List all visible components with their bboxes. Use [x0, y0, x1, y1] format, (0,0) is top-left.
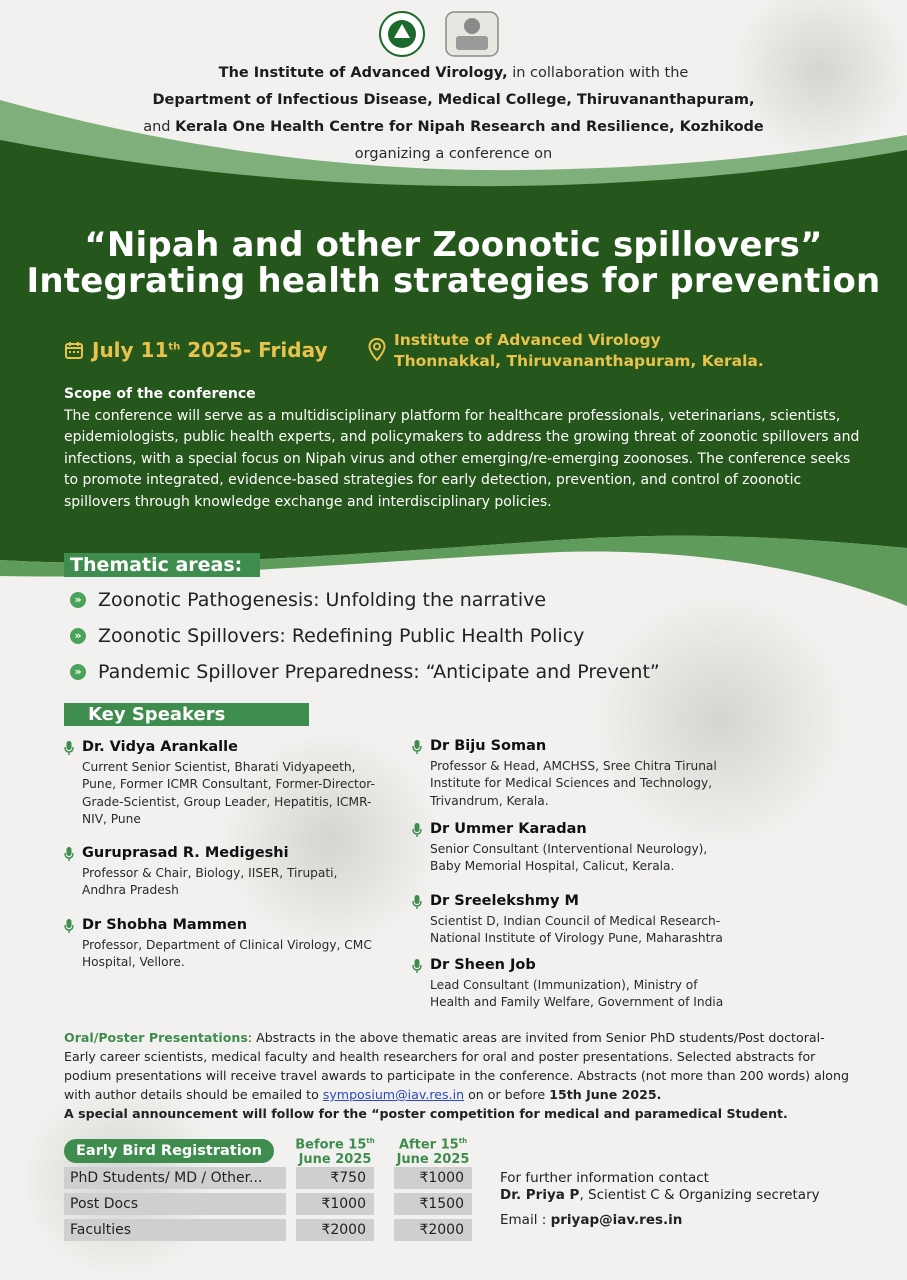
reg-after-cell: ₹1500: [394, 1193, 472, 1215]
contact-email: [500, 1212, 682, 1228]
conference-title-line-2: Integrating health strategies for prevention: [26, 261, 881, 301]
microphone-icon: [412, 823, 422, 837]
contact-email-label: Email :: [500, 1212, 551, 1228]
reg-category-cell: Faculties: [64, 1219, 286, 1241]
col-after-header: [388, 1134, 478, 1167]
microphone-icon: [64, 741, 74, 755]
calendar-icon: [64, 340, 84, 360]
logo-row: [0, 8, 907, 56]
contact-name: Dr. Priya P: [500, 1187, 580, 1203]
microphone-icon: [64, 919, 74, 933]
theme-item: [70, 625, 584, 647]
scope-heading: Scope of the conference: [64, 386, 256, 402]
col-before-header: [290, 1134, 380, 1167]
speaker-description: Professor, Department of Clinical Virology, CMC Hospital, Vellore.: [82, 937, 372, 969]
speaker-description: Professor & Chair, Biology, IISER, Tirupati, Andhra Pradesh: [82, 865, 338, 897]
microphone-icon: [412, 959, 422, 973]
event-venue: [368, 330, 764, 372]
header-line-3: [0, 119, 907, 135]
microphone-icon: [412, 740, 422, 754]
speaker-card: [430, 821, 730, 876]
col-before-b: June 2025: [298, 1152, 372, 1168]
speaker-description: Lead Consultant (Immunization), Ministry of Health and Family Welfare, Government of India: [430, 977, 724, 1009]
reg-before-cell: ₹2000: [296, 1219, 374, 1241]
thematic-areas-heading: Thematic areas:: [64, 553, 260, 577]
speaker-description: Professor & Head, AMCHSS, Sree Chitra Tirunal Institute for Medical Sciences and Technology, Trivandrum, Kerala.: [430, 758, 717, 808]
key-speakers-heading: Key Speakers: [64, 703, 309, 726]
speaker-card: [430, 738, 740, 810]
oral-colon: :: [247, 1030, 257, 1045]
conference-title-line-1: “Nipah and other Zoonotic spillovers”: [84, 225, 823, 265]
theme-item: [70, 589, 546, 611]
date-day: July 11: [92, 338, 169, 362]
scope-section: [64, 384, 864, 513]
microphone-icon: [412, 895, 422, 909]
theme-item: [70, 661, 660, 683]
speaker-name: Dr Sreelekshmy M: [430, 893, 579, 909]
contact-role: , Scientist C & Organizing secretary: [579, 1187, 820, 1203]
abstract-deadline: 15th June 2025.: [549, 1087, 662, 1102]
reg-category-cell: Post Docs: [64, 1193, 286, 1215]
microphone-icon: [64, 847, 74, 861]
speaker-card: [430, 893, 750, 948]
oral-text-2: on or before: [464, 1087, 550, 1102]
col-before-sup: th: [366, 1137, 375, 1145]
chevron-bullet-icon: »: [70, 628, 86, 644]
iav-logo-icon: [378, 10, 426, 58]
scope-text: The conference will serve as a multidisciplinary platform for healthcare professionals, veterinarians, scientists, epidemiologists, public health experts, and policymakers to address the growing threat of zoonotic spillovers and infections, with a special focus on Nipah virus and other emerging/re-emerging zoonoses. The conference seeks to promote integrated, evidence-based strategies for early detection, prevention, and control of zoonotic spillovers through knowledge exchange and interdisciplinary policies.: [64, 407, 860, 510]
reg-before-cell: ₹1000: [296, 1193, 374, 1215]
poster-announcement: A special announcement will follow for the “poster competition for medical and paramedical Student.: [64, 1106, 788, 1121]
kerala-emblem-icon: [440, 8, 504, 60]
contact-email-link[interactable]: priyap@iav.res.in: [550, 1212, 683, 1228]
reg-before-cell: ₹750: [296, 1167, 374, 1189]
speaker-card: [430, 957, 730, 1012]
reg-after-cell: ₹1000: [394, 1167, 472, 1189]
oral-text: Abstracts in the above thematic areas are invited from Senior PhD students/Post doctoral- Early career scientists, medical faculty and health researchers for oral and poster presentations. Selected abstracts for podium presentations will receive travel awards to participate in the conference. Abstracts (not more than 200 words) along with author details should be emailed to: [64, 1030, 849, 1102]
location-pin-icon: [368, 338, 386, 362]
header-line-2: [0, 92, 907, 108]
speaker-description: Scientist D, Indian Council of Medical Research- National Institute of Virology Pune, Maharashtra: [430, 913, 723, 945]
organizer-name: The Institute of Advanced Virology,: [218, 65, 508, 81]
col-after-a: After 15: [398, 1137, 459, 1153]
speaker-description: Current Senior Scientist, Bharati Vidyapeeth, Pune, Former ICMR Consultant, Former-Director-Grade-Scientist, Group Leader, Hepatitis, ICMR-NIV, Pune: [82, 759, 375, 826]
contact-person: [500, 1187, 820, 1203]
speaker-name: Dr Shobha Mammen: [82, 917, 248, 933]
speaker-name: Dr Sheen Job: [430, 957, 536, 973]
speaker-name: Guruprasad R. Medigeshi: [82, 845, 289, 861]
header-line-4: organizing a conference on: [354, 146, 553, 162]
speaker-card: [82, 917, 372, 972]
event-date: [64, 338, 328, 362]
speaker-card: [82, 739, 392, 829]
speaker-name: Dr Ummer Karadan: [430, 821, 587, 837]
reg-after-cell: ₹2000: [394, 1219, 472, 1241]
speaker-name: Dr. Vidya Arankalle: [82, 739, 238, 755]
chevron-bullet-icon: »: [70, 592, 86, 608]
col-before-a: Before 15: [295, 1137, 367, 1153]
venue-line-2: Thonnakkal, Thiruvananthapuram, Kerala.: [394, 352, 764, 370]
header-line-1: [0, 65, 907, 81]
oral-poster-label: Oral/Poster Presentations: [64, 1030, 248, 1045]
header-line-3-pre: and: [143, 119, 176, 135]
theme-text: Zoonotic Pathogenesis: Unfolding the narrative: [98, 589, 547, 611]
col-after-b: June 2025: [396, 1152, 470, 1168]
col-after-sup: th: [458, 1137, 468, 1145]
oral-poster-section: [64, 1028, 854, 1123]
contact-line: For further information contact: [500, 1170, 709, 1186]
collaborator-2: Kerala One Health Centre for Nipah Research and Resilience, Kozhikode: [175, 119, 764, 135]
collaborator-1: Department of Infectious Disease, Medical College, Thiruvananthapuram,: [152, 92, 755, 108]
venue-line-1: Institute of Advanced Virology: [394, 331, 661, 349]
event-date-text: [92, 338, 328, 362]
date-year-weekday: 2025- Friday: [180, 338, 328, 362]
speaker-description: Senior Consultant (Interventional Neurology), Baby Memorial Hospital, Calicut, Kerala.: [430, 841, 708, 873]
theme-text: Pandemic Spillover Preparedness: “Anticipate and Prevent”: [98, 661, 660, 683]
chevron-bullet-icon: »: [70, 664, 86, 680]
speaker-name: Dr Biju Soman: [430, 738, 547, 754]
reg-category-cell: PhD Students/ MD / Other...: [64, 1167, 286, 1189]
early-bird-heading: Early Bird Registration: [64, 1139, 274, 1163]
speaker-card: [82, 845, 342, 900]
theme-text: Zoonotic Spillovers: Redefining Public Health Policy: [98, 625, 585, 647]
date-suffix: th: [168, 341, 181, 353]
symposium-email-link[interactable]: symposium@iav.res.in: [322, 1087, 465, 1102]
header-line-1-rest: in collaboration with the: [507, 65, 689, 81]
